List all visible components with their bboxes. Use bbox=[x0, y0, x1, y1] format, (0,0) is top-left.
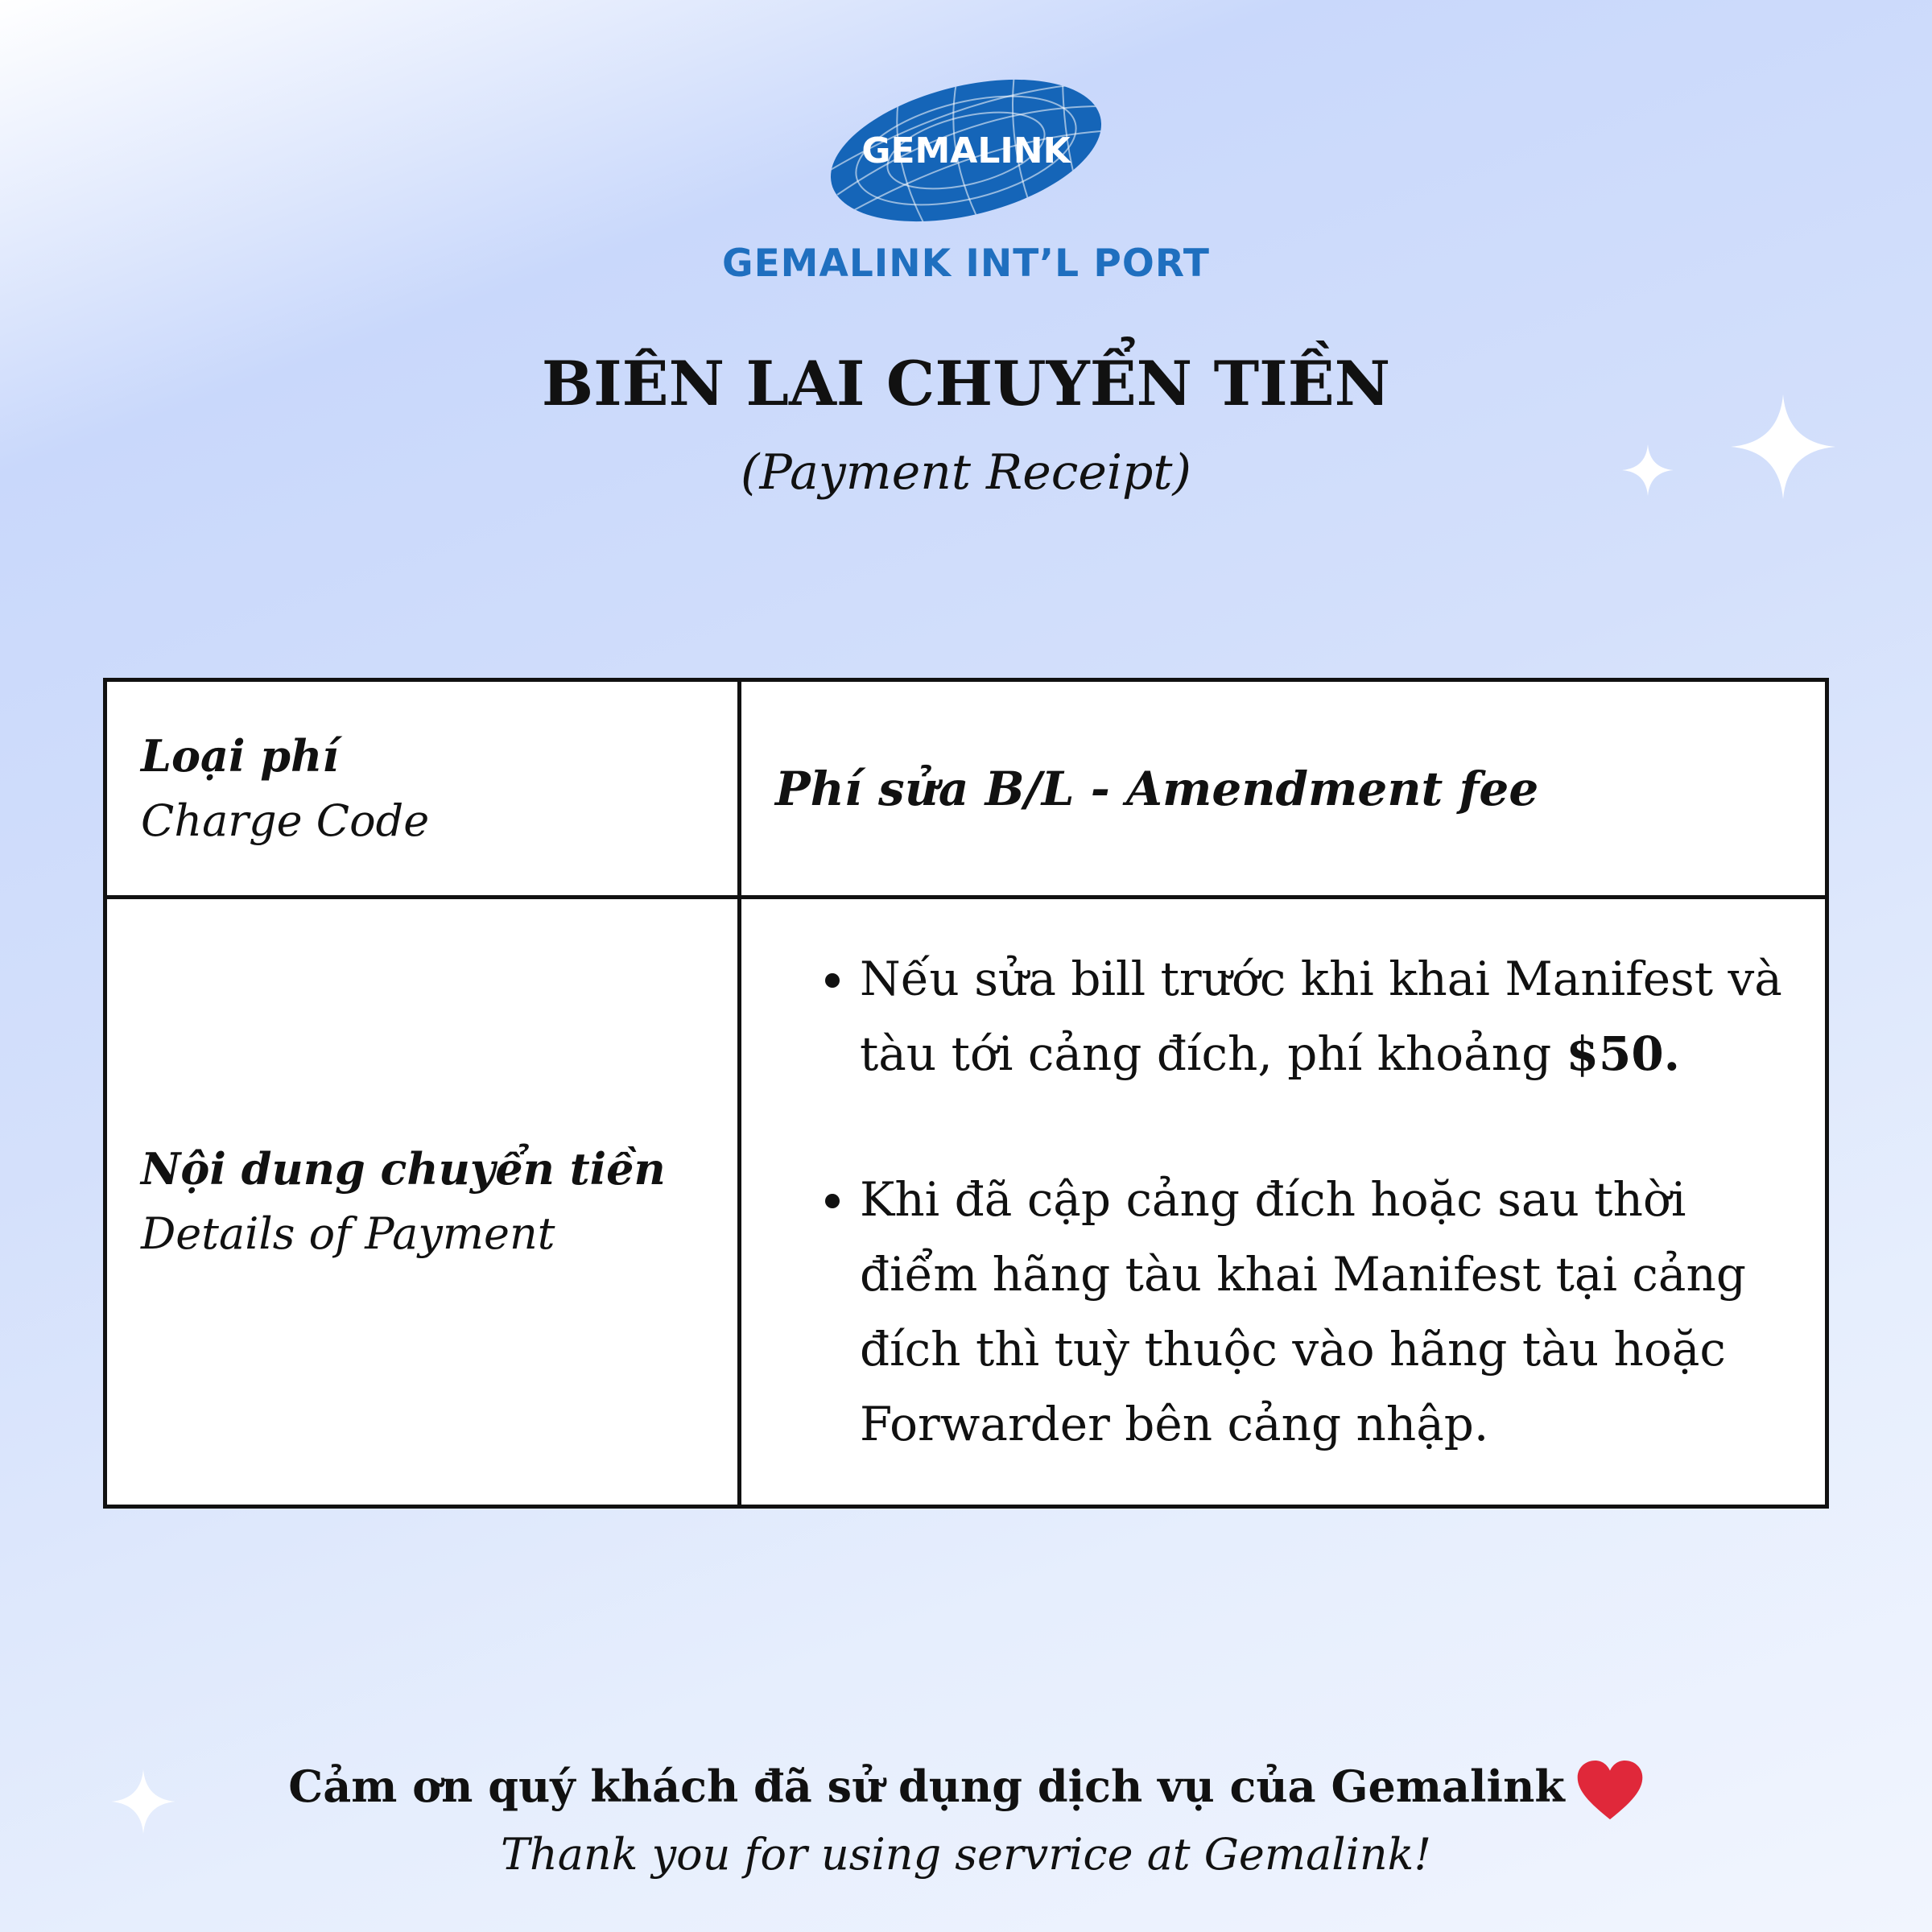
charge-code-label-en: Charge Code bbox=[141, 795, 430, 846]
sparkle-icon bbox=[1731, 394, 1835, 499]
bullet-text: Khi đã cập cảng đích hoặc sau thời điểm hãng tàu khai Manifest tại cảng đích thì tuỳ thuộc vào hãng tàu hoặc Forwarder bên cảng nhập. bbox=[860, 1172, 1746, 1451]
sparkle-icon bbox=[1622, 444, 1674, 496]
payment-details-label-cell bbox=[105, 898, 740, 1507]
list-item bbox=[860, 942, 1793, 1092]
table-row bbox=[105, 680, 1827, 898]
logo-text: GEMALINK bbox=[861, 130, 1071, 171]
bullet-text: Nếu sửa bill trước khi khai Manifest và tàu tới cảng đích, phí khoảng bbox=[860, 952, 1782, 1081]
payment-details-list bbox=[775, 942, 1793, 1462]
charge-code-value-cell bbox=[740, 680, 1827, 898]
page-title: BIÊN LAI CHUYỂN TIỀN bbox=[541, 348, 1391, 419]
charge-code-label-vi: Loại phí bbox=[141, 729, 339, 782]
brand-name: GEMALINK INT’L PORT bbox=[722, 242, 1210, 286]
payment-details-value-cell bbox=[740, 898, 1827, 1507]
charge-code-value: Phí sửa B/L - Amendment fee bbox=[775, 761, 1539, 816]
fee-amount: $50. bbox=[1566, 1026, 1680, 1081]
page-subtitle: (Payment Receipt) bbox=[741, 444, 1191, 501]
thank-you-vi bbox=[0, 1760, 1932, 1821]
thank-you-en: Thank you for using servrice at Gemalink! bbox=[500, 1829, 1432, 1880]
payment-details-label-en: Details of Payment bbox=[141, 1208, 555, 1259]
charge-code-label-cell bbox=[105, 680, 740, 898]
list-item bbox=[860, 1162, 1793, 1462]
table-row bbox=[105, 898, 1827, 1507]
gemalink-logo bbox=[821, 74, 1111, 227]
heart-icon bbox=[1576, 1760, 1644, 1821]
thank-you-vi-text: Cảm ơn quý khách đã sử dụng dịch vụ của Gemalink bbox=[288, 1761, 1565, 1813]
receipt-table bbox=[103, 678, 1829, 1509]
payment-details-label-vi: Nội dung chuyển tiền bbox=[141, 1143, 666, 1195]
